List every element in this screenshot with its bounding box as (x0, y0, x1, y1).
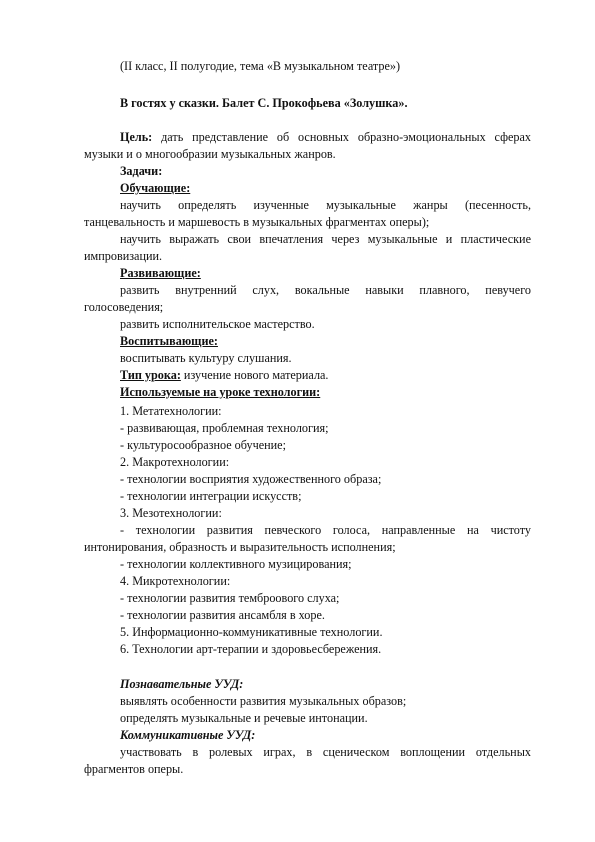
cognitive-item-2: определять музыкальные и речевые интонации. (120, 711, 368, 725)
teaching-label: Обучающие: (120, 181, 191, 195)
teaching-item-1: научить определять изученные музыкальные жанры (песенность, (120, 198, 531, 212)
tech-line: 6. Технологии арт-терапии и здоровьесбережения. (120, 642, 382, 656)
tasks-heading: Задачи: (120, 164, 163, 178)
goal-line-1 (120, 129, 531, 146)
developing-item-1: развить внутренний слух, вокальные навыки плавного, певучего (120, 283, 531, 297)
teaching-item-3: научить выражать свои впечатления через музыкальные и пластические (120, 232, 531, 246)
developing-item-3: развить исполнительское мастерство. (120, 317, 315, 331)
tech-line: - технологии коллективного музицирования; (120, 557, 352, 571)
technologies-label: Используемые на уроке технологии: (120, 385, 321, 399)
goal-label: Цель: (120, 130, 153, 144)
cognitive-label: Познавательные УУД: (120, 677, 244, 691)
developing-label: Развивающие: (120, 266, 201, 280)
tech-line: - культуросообразное обучение; (120, 438, 286, 452)
tech-line: 3. Мезотехнологии: (120, 506, 222, 520)
tech-line: - технологии интеграции искусств; (120, 489, 302, 503)
developing-item-2: голосоведения; (84, 300, 164, 314)
teaching-item-4: импровизации. (84, 249, 163, 263)
lesson-type (120, 367, 328, 384)
communicative-item-2: фрагментов оперы. (84, 762, 184, 776)
cognitive-item-1: выявлять особенности развития музыкальных образов; (120, 694, 407, 708)
tech-line: - развивающая, проблемная технология; (120, 421, 329, 435)
goal-text-1: дать представление об основных образно-эмоциональных сферах (161, 130, 531, 144)
lesson-title: В гостях у сказки. Балет С. Прокофьева «Золушка». (120, 96, 408, 110)
tech-line: интонирования, образность и выразительность исполнения; (84, 540, 396, 554)
lesson-type-value: изучение нового материала. (183, 368, 329, 382)
lesson-type-label: Тип урока: (120, 368, 181, 382)
tech-line: - технологии развития певческого голоса, направленные на чистоту (120, 523, 531, 537)
teaching-item-2: танцевальность и маршевость в музыкальных фрагментах оперы); (84, 215, 430, 229)
tech-line: - технологии развития темброового слуха; (120, 591, 340, 605)
upbringing-item-1: воспитывать культуру слушания. (120, 351, 292, 365)
tech-line: - технологии восприятия художественного образа; (120, 472, 382, 486)
communicative-item-1: участвовать в ролевых играх, в сценическом воплощении отдельных (120, 745, 531, 759)
goal-line-2: музыки и о многообразии музыкальных жанров. (84, 147, 336, 161)
tech-line: - технологии развития ансамбля в хоре. (120, 608, 325, 622)
tech-line: 5. Информационно-коммуникативные технологии. (120, 625, 383, 639)
upbringing-label: Воспитывающие: (120, 334, 218, 348)
tech-line: 4. Микротехнологии: (120, 574, 231, 588)
tech-line: 2. Макротехнологии: (120, 455, 230, 469)
header-line: (II класс, II полугодие, тема «В музыкальном театре») (120, 59, 401, 73)
communicative-label: Коммуникативные УУД: (120, 728, 256, 742)
tech-line: 1. Метатехнологии: (120, 404, 222, 418)
